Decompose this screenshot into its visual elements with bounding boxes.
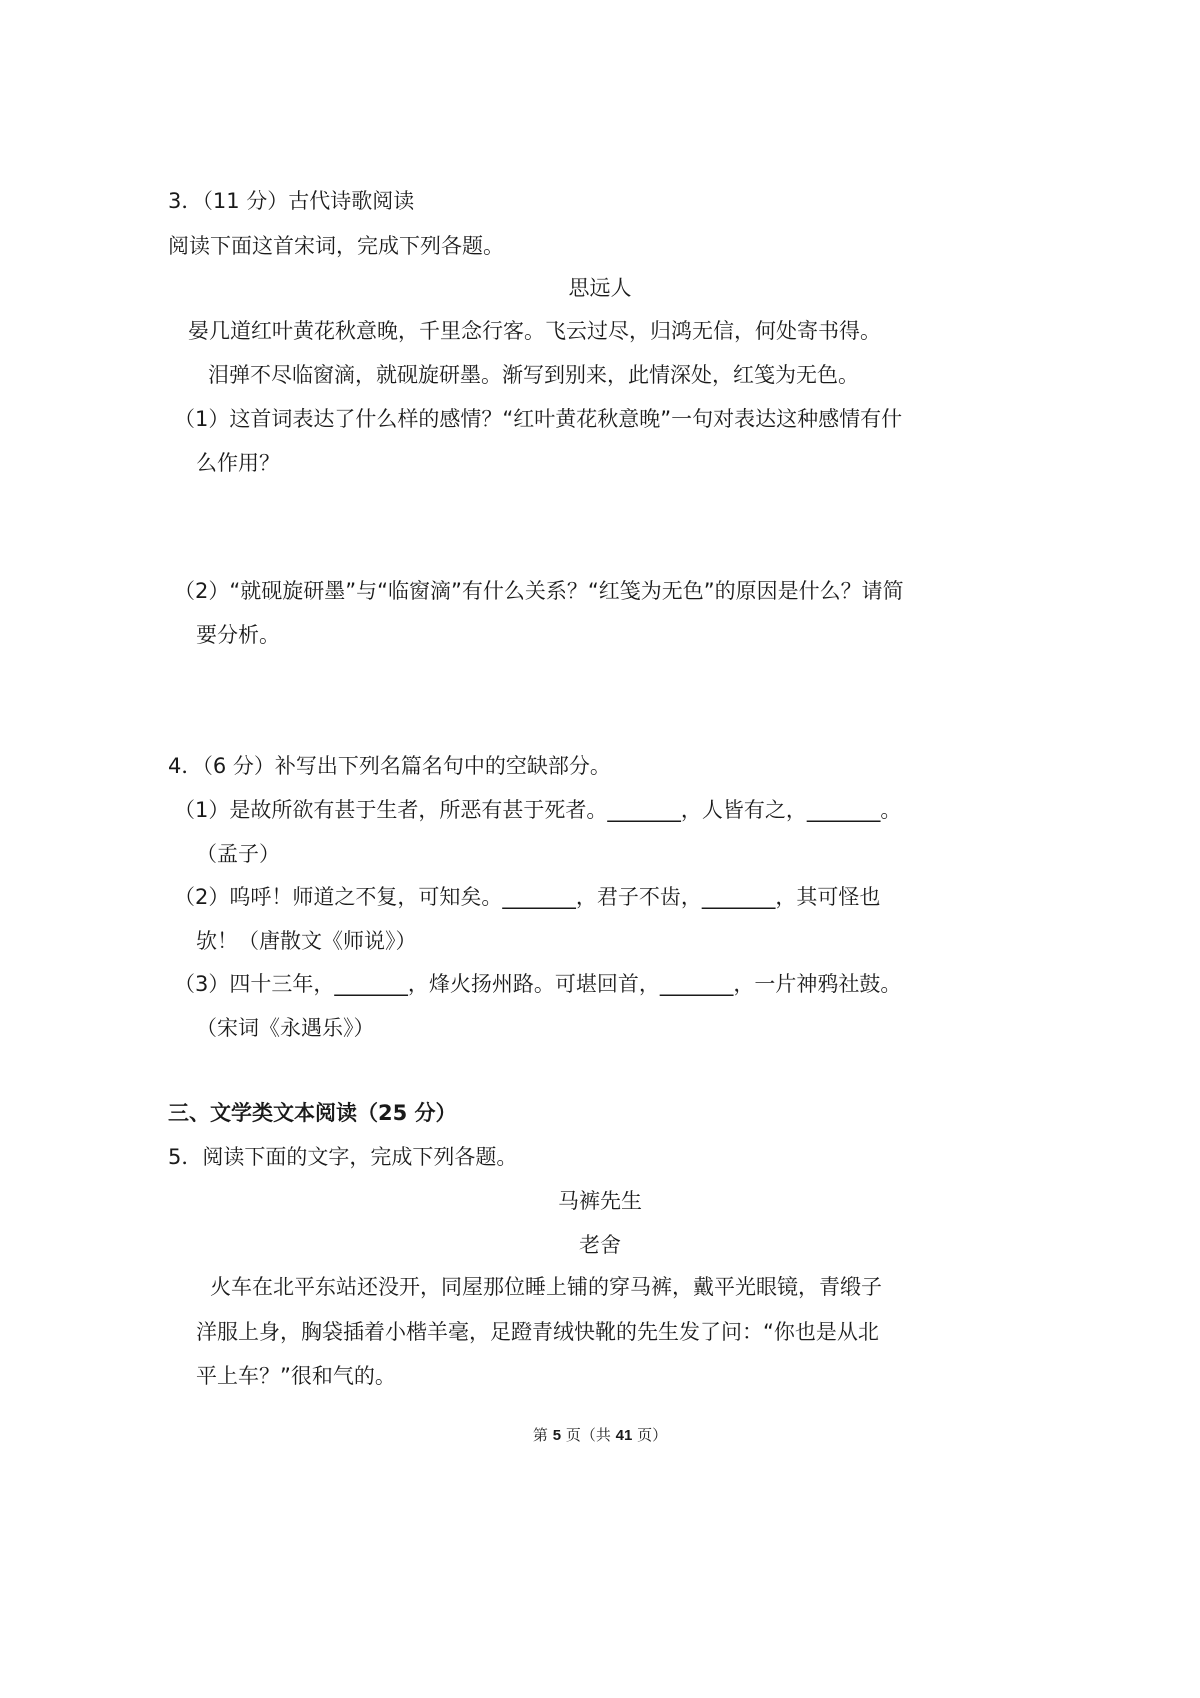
story-title: 马裤先生 — [558, 1189, 642, 1213]
q4-sub2-line-1: （2）呜呼！师道之不复，可知矣。_______，君子不齿，_______，其可怪也 — [174, 885, 881, 909]
q3-sub2-line-2: 要分析。 — [196, 623, 280, 647]
story-author: 老舍 — [579, 1233, 621, 1257]
poem-title: 思远人 — [568, 276, 632, 300]
q3-heading: 3．（11 分）古代诗歌阅读 — [168, 189, 415, 213]
story-line-2: 洋服上身，胸袋插着小楷羊毫，足蹬青绒快靴的先生发了问：“你也是从北 — [196, 1320, 879, 1344]
footer-prefix: 第 — [532, 1426, 548, 1444]
page-footer — [0, 1420, 1200, 1451]
q4-sub3-line-2: （宋词《永遇乐》） — [196, 1016, 375, 1040]
q4-sub3-line-1: （3）四十三年，_______，烽火扬州路。可堪回首，_______，一片神鸦社鼓。 — [174, 972, 902, 996]
q4-heading: 4．（6 分）补写出下列名篇名句中的空缺部分。 — [168, 754, 611, 778]
footer-suffix: 页） — [637, 1426, 668, 1444]
q3-instruction: 阅读下面这首宋词，完成下列各题。 — [168, 234, 504, 258]
poem-line-1: 晏几道红叶黄花秋意晚，千里念行客。飞云过尽，归鸿无信，何处寄书得。 — [188, 319, 881, 343]
q4-sub2-line-2: 欤！（唐散文《师说》） — [196, 929, 417, 953]
footer-total-pages: 41 — [615, 1427, 633, 1444]
q4-sub1-line-2: （孟子） — [196, 842, 280, 866]
q3-sub1-line-1: （1）这首词表达了什么样的感情？“红叶黄花秋意晚”一句对表达这种感情有什 — [174, 407, 903, 431]
section-3-heading: 三、文学类文本阅读（25 分） — [168, 1101, 457, 1125]
q4-sub1-line-1: （1）是故所欲有甚于生者，所恶有甚于死者。_______，人皆有之，_______。 — [174, 798, 902, 822]
poem-line-2: 泪弹不尽临窗滴，就砚旋研墨。渐写到别来，此情深处，红笺为无色。 — [208, 363, 859, 387]
q3-sub1-line-2: 么作用？ — [196, 451, 280, 475]
q5-heading: 5．阅读下面的文字，完成下列各题。 — [168, 1145, 518, 1169]
story-line-3: 平上车？”很和气的。 — [196, 1364, 396, 1388]
footer-middle: 页（共 — [565, 1426, 611, 1444]
footer-page-number: 5 — [552, 1427, 562, 1444]
q3-sub2-line-1: （2）“就砚旋研墨”与“临窗滴”有什么关系？“红笺为无色”的原因是什么？请简 — [174, 579, 904, 603]
story-line-1: 火车在北平东站还没开，同屋那位睡上铺的穿马裤，戴平光眼镜，青缎子 — [210, 1275, 882, 1299]
